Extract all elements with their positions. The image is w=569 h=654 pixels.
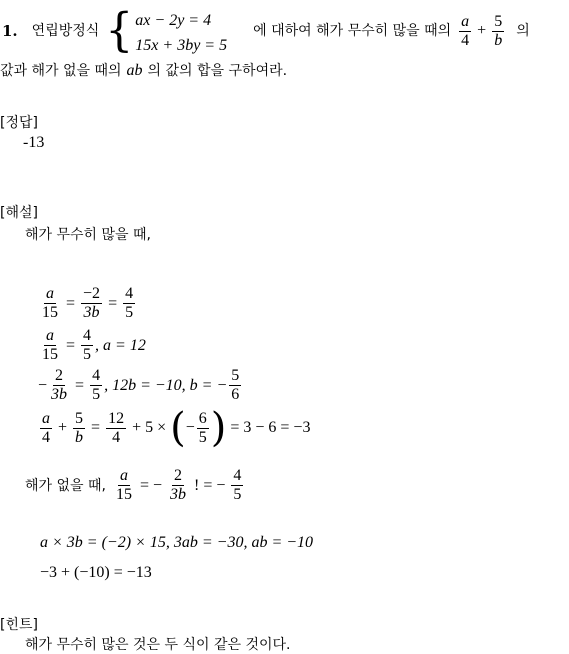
equation-system bbox=[135, 6, 227, 56]
solution-line-1: $\frac{a}{15}$ = $\frac{-2}{3b}$ = $\frac{4}{5}$ bbox=[42, 285, 134, 321]
problem-middle-text: 에 대하여 해가 무수히 많을 때의 bbox=[253, 23, 452, 39]
hint-text: 해가 무수히 많은 것은 두 식이 같은 것이다. bbox=[25, 637, 291, 653]
solution-case-infinite: 해가 무수히 많을 때, bbox=[25, 227, 151, 243]
solution-line-5: a × 3b = (−2) × 15, 3ab = −30, ab = −10 bbox=[40, 534, 314, 551]
solution-case-none: 해가 없을 때, $\frac{a}{15}$ = − $\frac{2}{3b}$ ! = − $\frac{4}{5}$ bbox=[25, 467, 242, 503]
answer-value: -13 bbox=[23, 134, 45, 151]
problem-intro: 연립방정식 bbox=[31, 23, 100, 39]
fraction-a-over-4: $\frac{a}{4}$ bbox=[461, 12, 470, 49]
solution-heading: [해설] bbox=[0, 205, 38, 221]
problem-line-1: 1. 연립방정식 { ax − 2y = 4 15x + 3by = 5 에 대하여 해가 무수히 많을 때의 $\frac{a}{4}$ + $\frac{5}{b}$ 의 bbox=[2, 3, 530, 58]
solution-line-4: $\frac{a}{4}$ + $\frac{5}{b}$ = $\frac{12}{4}$ + 5 × ( − $\frac{6}{5}$ ) = 3 − 6 = −3 bbox=[42, 405, 311, 451]
solution-line-3: − $\frac{2}{3b}$ = $\frac{4}{5}$ , 12b = −10, b = − $\frac{5}{6}$ bbox=[38, 367, 240, 403]
ab-variable: ab bbox=[126, 62, 143, 79]
solution-line-2: $\frac{a}{15}$ = $\frac{4}{5}$ , a = 12 bbox=[42, 327, 146, 363]
right-paren: ) bbox=[210, 405, 227, 451]
system-brace: { bbox=[105, 3, 134, 58]
problem-end-text: 의 bbox=[516, 23, 530, 39]
fraction-5-over-b: $\frac{5}{b}$ bbox=[494, 12, 503, 49]
solution-line-6: −3 + (−10) = −13 bbox=[40, 564, 152, 581]
problem-number: 1. bbox=[2, 22, 18, 40]
equation-1: ax − 2y = 4 bbox=[135, 12, 212, 29]
left-paren: ( bbox=[170, 405, 186, 451]
equation-2: 15x + 3by = 5 bbox=[135, 37, 228, 54]
answer-heading: [정답] bbox=[0, 115, 38, 131]
hint-heading: [힌트] bbox=[0, 617, 38, 633]
problem-line-2: 값과 해가 없을 때의 ab 의 값의 합을 구하여라. bbox=[0, 62, 288, 79]
